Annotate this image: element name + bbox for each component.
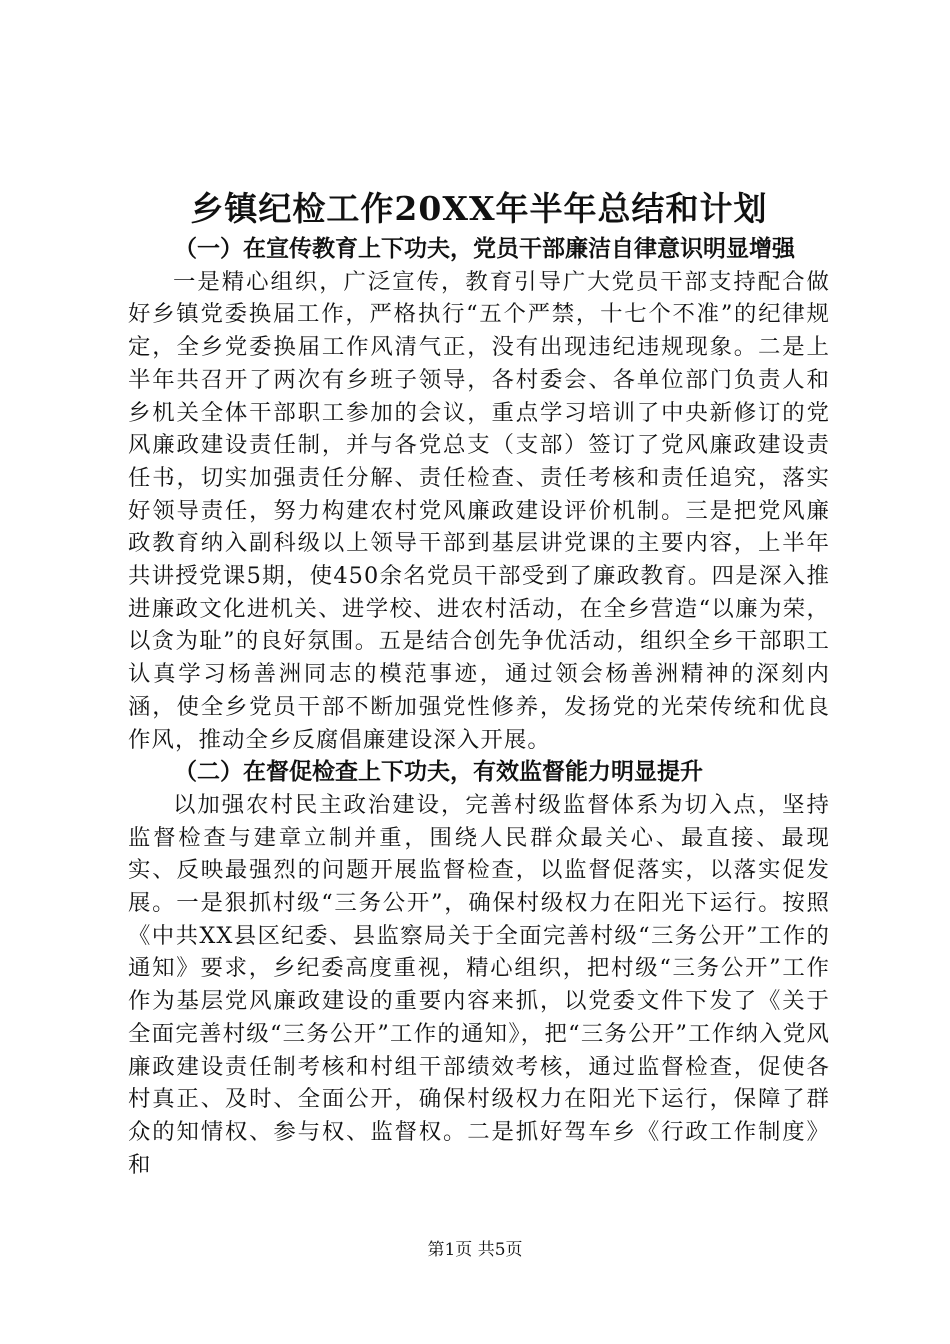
section-paragraph-1: 一是精心组织，广泛宣传，教育引导广大党员干部支持配合做好乡镇党委换届工作，严格执行“五个严禁，十七个不准”的纪律规定，全乡党委换届工作风清气正，没有出现违纪违规现象。二是上半年共召开了两次有乡班子领导，各村委会、各单位部门负责人和乡机关全体干部职工参加的会议，重点学习培训了中央新修订的党风廉政建设责任制，并与各党总支（支部）签订了党风廉政建设责任书，切实加强责任分解、责任检查、责任考核和责任追究，落实好领导责任，努力构建农村党风廉政建设评价机制。三是把党风廉政教育纳入副科级以上领导干部到基层讲党课的主要内容，上半年共讲授党课5期，使450余名党员干部受到了廉政教育。四是深入推进廉政文化进机关、进学校、进农村活动，在全乡营造“以廉为荣，以贪为耻”的良好氛围。五是结合创先争优活动，组织全乡干部职工认真学习杨善洲同志的模范事迹，通过领会杨善洲精神的深刻内涵，使全乡党员干部不断加强党性修养，发扬党的光荣传统和优良作风，推动全乡反腐倡廉建设深入开展。 <box>128 268 830 753</box>
section-heading-1: （一）在宣传教育上下功夫，党员干部廉洁自律意识明显增强 <box>174 235 795 262</box>
document-body <box>128 185 830 1181</box>
document-title: 乡镇纪检工作20XX年半年总结和计划 <box>190 189 768 228</box>
section-heading-2: （二）在督促检查上下功夫，有效监督能力明显提升 <box>174 758 703 786</box>
section-paragraph-2: 以加强农村民主政治建设，完善村级监督体系为切入点，坚持监督检查与建章立制并重，围绕人民群众最关心、最直接、最现实、反映最强烈的问题开展监督检查，以监督促落实，以落实促发展。一是狠抓村级“三务公开”，确保村级权力在阳光下运行。按照《中共XX县区纪委、县监察局关于全面完善村级“三务公开”工作的通知》要求，乡纪委高度重视，精心组织，把村级“三务公开”工作作为基层党风廉政建设的重要内容来抓，以党委文件下发了《关于全面完善村级“三务公开”工作的通知》，把“三务公开”工作纳入党风廉政建设责任制考核和村组干部绩效考核，通过监督检查，促使各村真正、及时、全面公开，确保村级权力在阳光下运行，保障了群众的知情权、参与权、监督权。二是抓好驾车乡《行政工作制度》和 <box>128 791 830 1178</box>
page-footer: 第1页 共5页 <box>427 1240 523 1260</box>
